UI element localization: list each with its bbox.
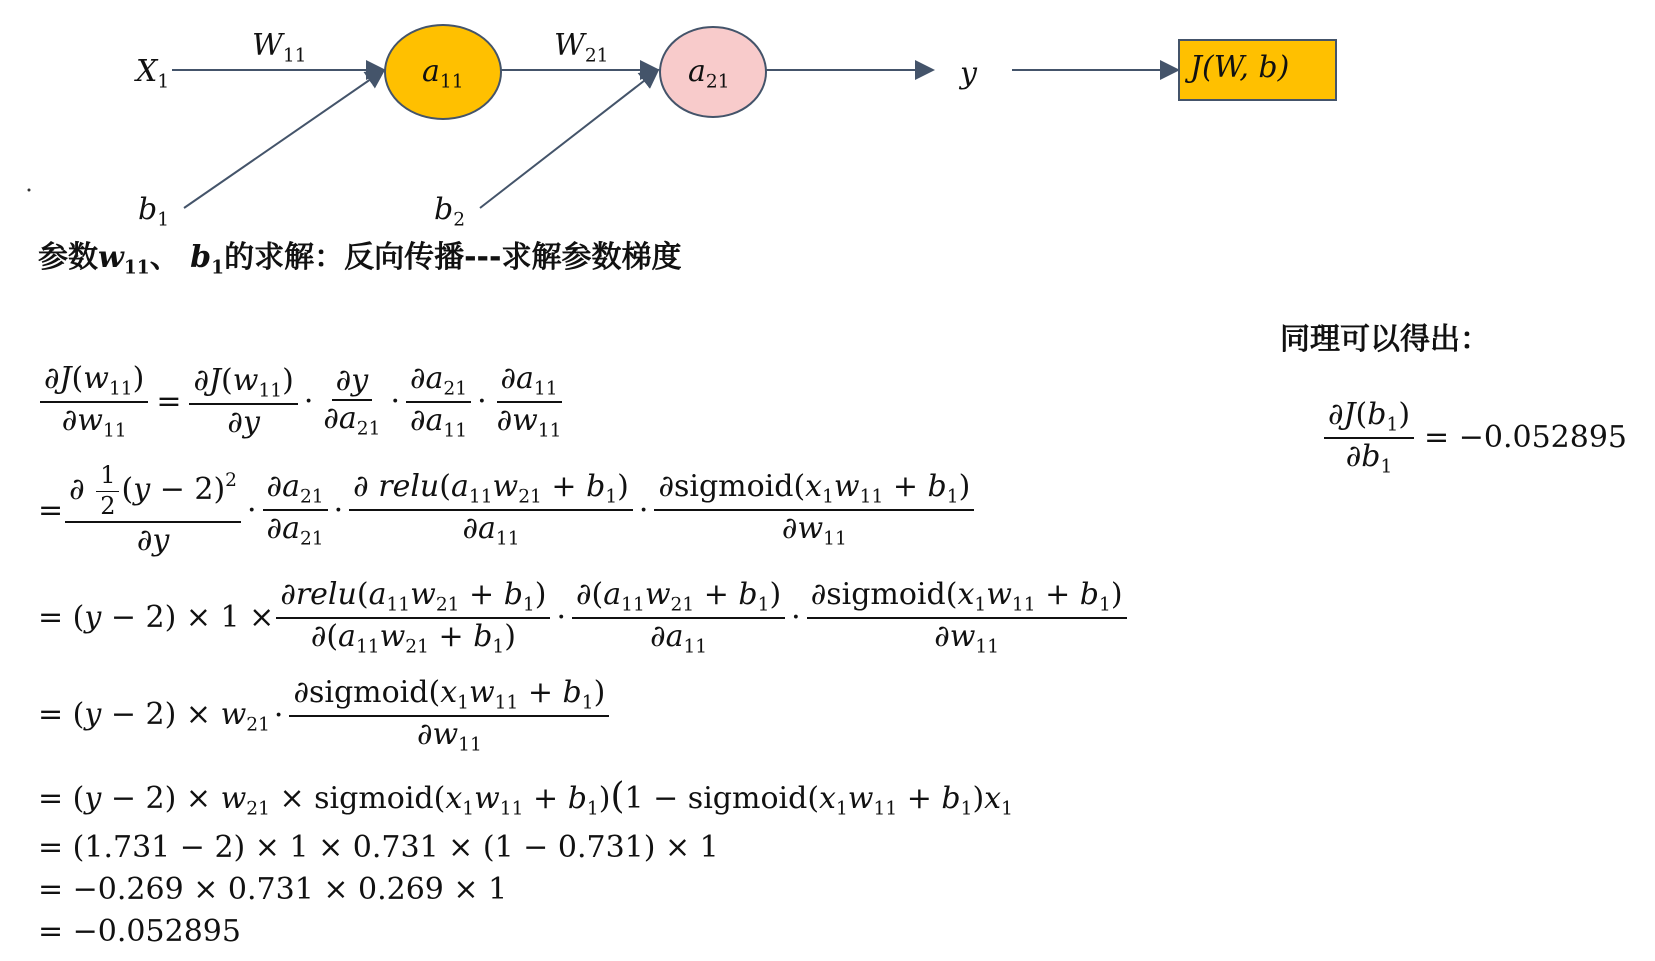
derivation-line-7: = −0.269 × 0.731 × 0.269 × 1 bbox=[38, 872, 508, 907]
fraction: $\frac{\partial J(b_1)}{\partial b_1}$ bbox=[1324, 398, 1414, 478]
edge-b1-a11 bbox=[184, 70, 384, 208]
label-b1: $b_1$ bbox=[138, 192, 170, 231]
derivation-line-4: = $(y - 2) \times w_{21}$ · $\frac{\partial sigmoid(x_1w_{11} + b_1)}{\partial w_{11}}$ bbox=[38, 676, 611, 756]
label-a11: $a_{11}$ bbox=[422, 54, 464, 93]
side-title: 同理可以得出： bbox=[1280, 322, 1490, 357]
label-loss: J(W, b) bbox=[1190, 50, 1290, 85]
derivation-line-5: = $(y - 2) \times w_{21}$ × $sigmoid(x_1w_{11} + b_1)(1$ − $sigmoid(x_1w_{11} + b_1)x_1$ bbox=[38, 776, 1013, 820]
derivation-line-2: = ∂ $\frac{1}{2}$ $(y - 2)^2$ ∂y · $\frac{\partial a_{21}}{\partial a_{21}}$ · $\frac{\partial relu(a_{11}w_{21} + b_1)}{\partial a_{11}}$ · $\frac{\partial sigmoid(x_1w_{11} + b_1)}{\partial w_{11}}$ bbox=[38, 462, 976, 559]
label-w21: $W_{21}$ bbox=[554, 28, 609, 67]
label-y: y bbox=[960, 56, 977, 91]
derivation-line-8: = −0.052895 bbox=[38, 914, 241, 949]
section-heading: 参数$w_{11}$、 $b_1$的求解：反向传播---求解参数梯度 bbox=[38, 240, 682, 279]
label-x1: $X_1$ bbox=[136, 54, 170, 93]
stray-dot bbox=[28, 189, 31, 192]
derivation-line-6: = (1.731 − 2) × 1 × 0.731 × (1 − 0.731) × 1 bbox=[38, 830, 719, 865]
network-diagram bbox=[0, 0, 1655, 230]
label-w11: $W_{11}$ bbox=[252, 28, 307, 67]
derivation-line-3: = (y − 2) × 1 × $\frac{\partial relu(a_{11}w_{21} + b_1)}{\partial(a_{11}w_{21} + b_1)}$ · $\frac{\partial(a_{11}w_{21} + b_1)}{\partial a_{11}}$ · $\frac{\partial sigmoid(x_1w_{11} + b_1)}{\partial w_{11}}$ bbox=[38, 578, 1129, 658]
edge-b2-a21 bbox=[480, 70, 658, 208]
label-b2: $b_2$ bbox=[434, 192, 466, 231]
derivation-line-1: $\frac{\partial J(w_{11})}{\partial w_{11}}$ = $\frac{\partial J(w_{11})}{\partial y}$ · $\frac{\partial y}{\partial a_{21}}$ · $\frac{\partial a_{21}}{\partial a_{11}}$ · $\frac{\partial a_{11}}{\partial w_{11}}$ bbox=[38, 362, 568, 442]
side-equation: $\frac{\partial J(b_1)}{\partial b_1}$ = −0.052895 bbox=[1322, 398, 1627, 478]
label-a21: $a_{21}$ bbox=[688, 54, 730, 93]
